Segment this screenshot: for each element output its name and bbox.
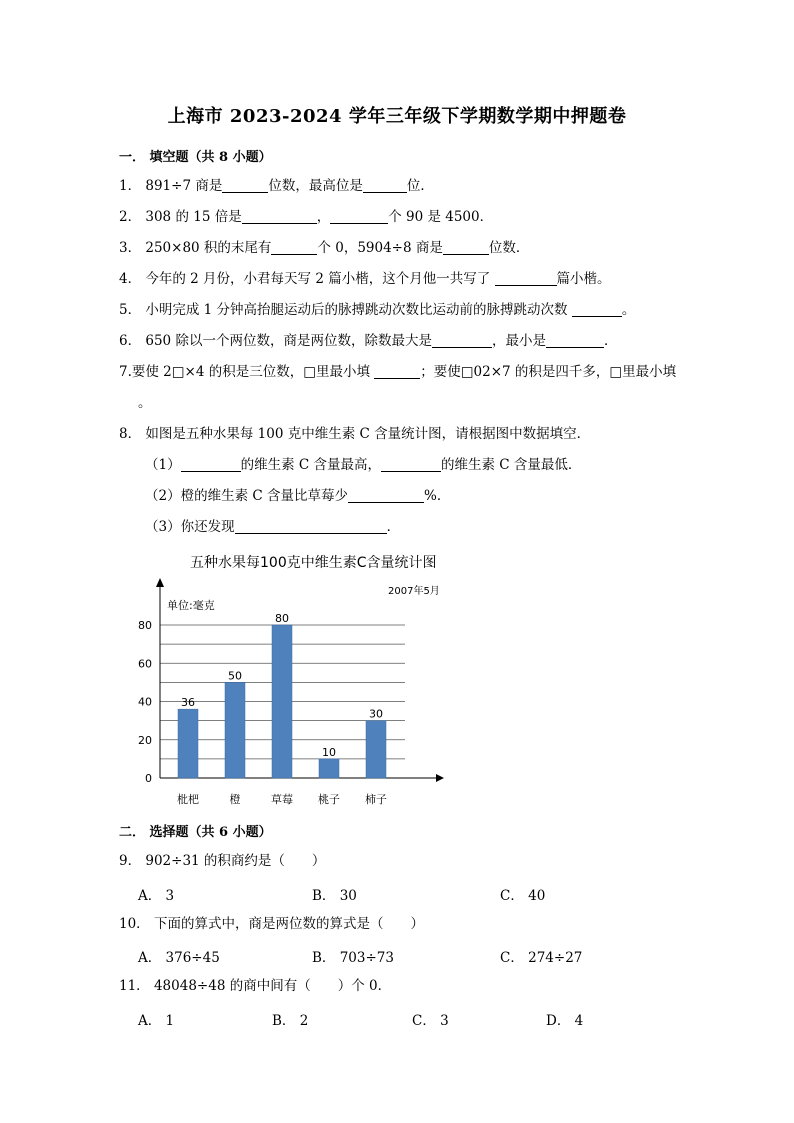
question-6 xyxy=(119,332,617,350)
q10-option-c[interactable]: C． 274÷27 xyxy=(500,950,583,966)
q8-p2-text-a: （2）橙的维生素 C 含量比草莓少 xyxy=(145,488,349,504)
y-tick-label: 0 xyxy=(145,772,152,785)
question-3 xyxy=(119,239,529,257)
bar-value-label: 36 xyxy=(181,696,195,710)
question-10-stem: 10． 下面的算式中，商是两位数的算式是（ ） xyxy=(119,916,424,932)
q7-text-a: 7.要使 2□×4 的积是三位数，□里最小填 xyxy=(119,364,370,380)
answer-blank[interactable] xyxy=(235,519,387,534)
q7-text-b: ；要使□02×7 的积是四千多，□里最小填 xyxy=(420,364,677,380)
q3-text-a: 3． 250×80 积的末尾有 xyxy=(119,240,272,256)
answer-blank[interactable] xyxy=(572,302,622,317)
answer-blank[interactable] xyxy=(181,457,241,472)
chart-date-label: 2007年5月 xyxy=(388,586,440,597)
y-tick-label: 20 xyxy=(138,733,152,747)
bar-value-label: 50 xyxy=(228,669,242,683)
q8-p1-label: （1） xyxy=(145,457,181,473)
answer-blank[interactable] xyxy=(495,271,557,286)
bar xyxy=(366,721,386,778)
bar-value-label: 80 xyxy=(275,612,289,625)
category-label: 柿子 xyxy=(365,793,387,806)
chart-title: 五种水果每100克中维生素C含量统计图 xyxy=(190,555,437,571)
q3-text-c: 位数． xyxy=(488,240,530,256)
q4-text-b: 篇小楷。 xyxy=(556,271,611,287)
category-label: 枇杷 xyxy=(177,793,199,806)
bar xyxy=(225,682,245,778)
answer-blank[interactable] xyxy=(432,333,492,348)
q6-text-a: 6． 650 除以一个两位数，商是两位数，除数最大是 xyxy=(119,333,432,349)
chart-labels xyxy=(138,612,387,806)
question-9-stem: 9． 902÷31 的积商约是（ ） xyxy=(119,853,326,869)
question-4 xyxy=(119,270,611,288)
chart-unit-label: 单位:毫克 xyxy=(167,599,215,612)
answer-blank[interactable] xyxy=(242,209,317,224)
category-label: 桃子 xyxy=(318,793,340,806)
q11-option-d[interactable]: D． 4 xyxy=(546,1013,584,1029)
q8-p1-text-b: 的维生素 C 含量最高， xyxy=(240,457,382,473)
q11-option-c[interactable]: C． 3 xyxy=(412,1013,449,1029)
q8-p2-text-b: %． xyxy=(424,488,451,504)
vitamin-c-bar-chart xyxy=(130,575,450,815)
bar xyxy=(178,709,198,778)
q4-text-a: 4． 今年的 2 月份，小君每天写 2 篇小楷，这个月他一共写了 xyxy=(119,271,491,287)
section-choice-title: 二． 选择题（共 6 小题） xyxy=(119,825,272,840)
q2-text-a: 2． 308 的 15 倍是 xyxy=(119,209,242,225)
y-tick-label: 60 xyxy=(138,657,152,671)
bar-value-label: 10 xyxy=(322,745,336,759)
answer-blank[interactable] xyxy=(443,240,489,255)
q8-p3-text-b: ． xyxy=(386,519,401,535)
answer-blank[interactable] xyxy=(348,488,424,503)
q6-text-b: ，最小是 xyxy=(491,333,546,349)
q8-p1-text-c: 的维生素 C 含量最低． xyxy=(441,457,582,473)
bar-value-label: 30 xyxy=(369,707,383,721)
bar xyxy=(319,759,339,778)
y-axis-arrow xyxy=(156,578,164,587)
answer-blank[interactable] xyxy=(546,333,604,348)
q2-text-b: ， xyxy=(316,209,331,225)
bar xyxy=(272,625,292,778)
q5-text-b: 。 xyxy=(621,302,636,318)
question-11-stem: 11． 48048÷48 的商中间有（ ）个 0． xyxy=(119,978,392,994)
q10-option-b[interactable]: B． 703÷73 xyxy=(312,950,394,966)
section-fill-in-title: 一． 填空题（共 8 小题） xyxy=(119,150,272,165)
answer-blank[interactable] xyxy=(222,178,268,193)
q11-option-a[interactable]: A． 1 xyxy=(138,1013,175,1029)
q9-option-b[interactable]: B． 30 xyxy=(312,888,357,904)
x-axis-arrow xyxy=(436,774,444,782)
y-tick-label: 80 xyxy=(138,619,152,632)
category-label: 草莓 xyxy=(271,793,293,806)
question-8-part-2 xyxy=(145,487,450,505)
q1-text-c: 位． xyxy=(406,178,434,194)
question-8-stem: 8． 如图是五种水果每 100 克中维生素 C 含量统计图，请根据图中数据填空． xyxy=(119,426,591,442)
q9-option-a[interactable]: A． 3 xyxy=(138,888,175,904)
question-2 xyxy=(119,208,493,226)
answer-blank[interactable] xyxy=(330,209,388,224)
q2-text-c: 个 90 是 4500． xyxy=(388,209,494,225)
q11-option-b[interactable]: B． 2 xyxy=(272,1013,309,1029)
question-8-part-1 xyxy=(145,456,581,474)
q9-option-c[interactable]: C． 40 xyxy=(500,888,546,904)
q1-text-a: 1． 891÷7 商是 xyxy=(119,178,223,194)
question-8-part-3 xyxy=(145,518,400,536)
q5-text-a: 5． 小明完成 1 分钟高抬腿运动后的脉搏跳动次数比运动前的脉搏跳动次数 xyxy=(119,302,568,318)
answer-blank[interactable] xyxy=(374,364,420,379)
y-tick-label: 40 xyxy=(138,695,152,709)
answer-blank[interactable] xyxy=(363,178,407,193)
question-5 xyxy=(119,301,635,319)
q3-text-b: 个 0，5904÷8 商是 xyxy=(317,240,443,256)
exam-title: 上海市 2023-2024 学年三年级下学期数学期中押题卷 xyxy=(167,106,627,127)
question-7 xyxy=(119,363,676,381)
question-1 xyxy=(119,177,434,195)
q1-text-b: 位数，最高位是 xyxy=(268,178,363,194)
q10-option-a[interactable]: A． 376÷45 xyxy=(138,950,220,966)
q6-text-c: ． xyxy=(603,333,618,349)
question-7-end: 。 xyxy=(138,395,152,411)
category-label: 橙 xyxy=(229,793,241,806)
q8-p3-text-a: （3）你还发现 xyxy=(145,519,235,535)
answer-blank[interactable] xyxy=(271,240,317,255)
answer-blank[interactable] xyxy=(381,457,441,472)
